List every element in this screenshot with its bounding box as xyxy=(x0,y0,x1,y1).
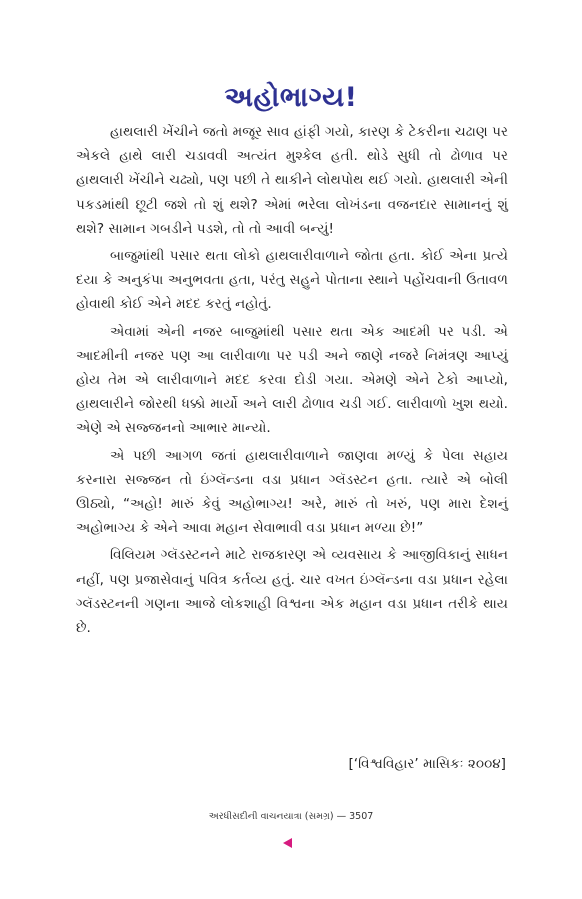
source-citation: [‘વિશ્વવિહાર’ માસિકઃ ૨૦૦૪] xyxy=(348,756,506,772)
paragraph-2: બાજુમાંથી પસાર થતા લોકો હાથલારીવાળાને જોતા હતા. કોઈ એના પ્રત્યે દયા કે અનુકંપા અનુભવતા હતા, પરંતુ સહુને પોતાના સ્થાને પહોંચવાની ઉતાવળ હોવાથી કોઈ એને મદદ કરતું નહોતું. xyxy=(76,248,508,313)
page-footer: અરધીસદીની વાચનયાત્રા (સમગ્ર) — 3507 xyxy=(208,811,374,822)
paragraph-5: વિલિયમ ગ્લૅડસ્ટનને માટે રાજકારણ એ વ્યવસાય કે આજીવિકાનું સાધન નહીં, પણ પ્રજાસેવાનું પવિત્ર કર્તવ્ય હતું. ચાર વખત ઇંગ્લૅન્ડના વડા પ્રધાન રહેલા ગ્લૅડસ્ટનની ગણના આજે લોકશાહી વિશ્વના એક મહાન વડા પ્રધાન તરીકે થાય છે. xyxy=(76,547,508,637)
paragraph-4: એ પછી આગળ જતાં હાથલારીવાળાને જાણવા મળ્યું કે પેલા સહાય કરનારા સજ્જન તો ઇંગ્લૅન્ડના વડા પ્રધાન ગ્લૅડસ્ટન હતા. ત્યારે એ બોલી ઊઠ્યો, “અહો! મારું કેવું અહોભાગ્ય! અરે, મારું તો ખરું, પણ મારા દેશનું અહોભાગ્ય કે એને આવા મહાન સેવાભાવી વડા પ્રધાન મળ્યા છે!” xyxy=(76,447,508,537)
article-body xyxy=(76,120,508,643)
paragraph-1: હાથલારી ખેંચીને જતો મજૂર સાવ હાંફી ગયો, કારણ કે ટેકરીના ચઢાણ પર એકલે હાથે લારી ચડાવવી અત્યંત મુશ્કેલ હતી. થોડે સુધી તો ઢોળાવ પર હાથલારી ખેંચીને ચઢ્યો, પણ પછી તે થાકીને લોથપોથ થઈ ગયો. હાથલારી એની પકડમાંથી છૂટી જશે તો શું થશે? એમાં ભરેલા લોખંડના વજનદાર સામાનનું શું થશે? સામાન ગબડીને પડશે, તો તો આવી બન્યું! xyxy=(76,124,508,237)
previous-page-arrow-icon[interactable] xyxy=(283,838,292,848)
paragraph-3: એવામાં એની નજર બાજુમાંથી પસાર થતા એક આદમી પર પડી. એ આદમીની નજર પણ આ લારીવાળા પર પડી અને જાણે નજરે નિમંત્રણ આપ્યું હોય તેમ એ લારીવાળાને મદદ કરવા દોડી ગયા. એમણે એને ટેકો આપ્યો, હાથલારીને જોરથી ધક્કો માર્યો અને લારી ઢોળાવ ચડી ગઈ. લારીવાળો ખુશ થયો. એણે એ સજ્જનનો આભાર માન્યો. xyxy=(76,323,508,437)
page-title: અહોભાગ્ય! xyxy=(224,82,358,113)
